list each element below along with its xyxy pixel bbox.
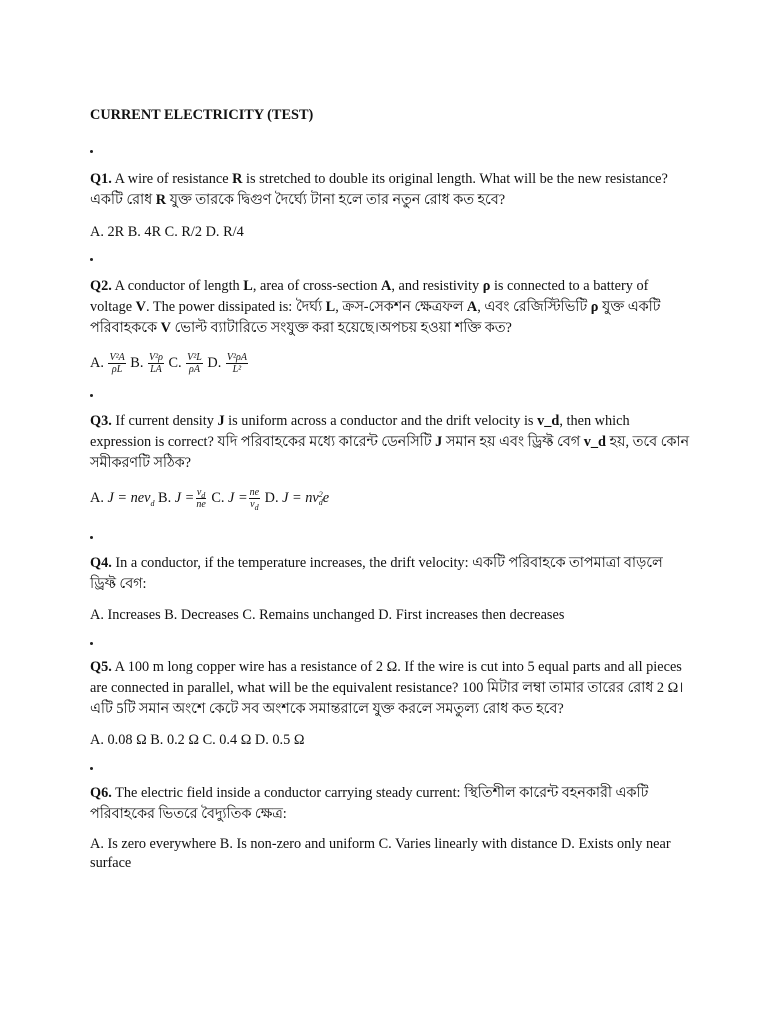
symbol-r: R <box>232 171 243 187</box>
fraction-denominator: LA <box>150 364 162 376</box>
symbol-a: A <box>381 278 392 294</box>
question-3-text: সমান হয় এবং ড্রিফ্ট বেগ <box>442 434 584 450</box>
option-c-formula: J = <box>228 490 248 506</box>
option-d-label: D. <box>261 490 283 506</box>
question-2-label: Q2. <box>90 278 112 294</box>
question-2-text: , এবং রেজিস্টিভিটি <box>477 299 591 315</box>
fraction-numerator: V²ρ <box>148 352 163 364</box>
test-document <box>90 105 690 873</box>
symbol-r: R <box>155 192 167 208</box>
fraction-numerator: ne <box>249 487 260 499</box>
option-b-fraction <box>195 487 206 510</box>
question-2-text: , area of cross-section <box>252 278 382 294</box>
question-6 <box>90 783 690 825</box>
fraction-denominator <box>249 499 259 513</box>
question-2-text: A conductor of length <box>111 278 244 294</box>
bullet-dot <box>90 639 690 649</box>
question-2-text: , ক্রস-সেকশন ক্ষেত্রফল <box>335 299 467 315</box>
fraction-denominator: ρA <box>189 364 200 376</box>
symbol-l: L <box>325 299 336 315</box>
question-3-text: is uniform across a conductor and the drift velocity is <box>224 413 538 429</box>
bullet-dot <box>90 764 690 774</box>
option-b-label: B. <box>154 490 175 506</box>
symbol-v: V <box>135 299 146 315</box>
option-a-label: A. <box>90 355 104 371</box>
fraction-denominator: ne <box>196 499 206 511</box>
subscript: d <box>150 498 155 508</box>
question-5 <box>90 657 690 720</box>
symbol-vd: v_d <box>537 413 560 429</box>
question-1 <box>90 169 690 211</box>
fraction-denominator: ρL <box>111 364 123 376</box>
symbol-j: J <box>217 413 225 429</box>
question-2-text: , and resistivity <box>391 278 483 294</box>
question-6-label: Q6. <box>90 785 112 801</box>
option-d-label: D. <box>207 355 222 371</box>
fraction-denominator: L² <box>232 364 242 376</box>
superscript: 2 <box>318 489 323 499</box>
question-2 <box>90 276 690 339</box>
formula-tail: e <box>322 490 330 506</box>
option-c-label: C. <box>168 355 182 371</box>
question-1-label: Q1. <box>90 171 112 187</box>
numerator-text: v <box>196 487 202 499</box>
question-4-text: In a conductor, if the temperature increases, the drift velocity: একটি পরিবাহকে তাপমাত্রা বাড়লে ড্রিফ্ট বেগ: <box>90 555 663 592</box>
question-2-text: যুক্ত একটি পরিবাহককে <box>90 299 661 336</box>
symbol-vd: v_d <box>583 434 606 450</box>
question-5-text: A 100 m long copper wire has a resistance of 2 Ω. If the wire is cut into 5 equal parts and all pieces are connected in parallel, what will be the equivalent resistance? 100 মিটার লম্বা তামার তারের রোধ 2 Ω।এটি 5টি সমান অংশে কেটে সব অংশকে সমান্তরালে যুক্ত করলে সমতুল্য রোধ কত হবে? <box>90 659 684 717</box>
question-3-text: হয়, তবে কোন সমীকরণটি সঠিক? <box>90 434 690 471</box>
symbol-v: V <box>160 320 171 336</box>
symbol-rho: ρ <box>482 278 491 294</box>
option-c-label: C. <box>207 490 229 506</box>
question-2-text: ভোল্ট ব্যাটারিতে সংযুক্ত করা হয়েছে।অপচয় হওয়া শক্তি কত? <box>170 320 512 336</box>
question-1-text: যুক্ত তারকে দ্বিগুণ দৈর্ঘ্যে টানা হলে তার নতুন রোধ কত হবে? <box>166 192 506 208</box>
symbol-a: A <box>466 299 478 315</box>
question-4 <box>90 553 690 595</box>
question-5-label: Q5. <box>90 659 112 675</box>
question-4-label: Q4. <box>90 555 112 571</box>
subscript: d <box>318 497 323 507</box>
option-c-formula <box>186 352 203 375</box>
question-5-options: A. 0.08 Ω B. 0.2 Ω C. 0.4 Ω D. 0.5 Ω <box>90 732 305 748</box>
question-3-text: If current density <box>111 413 218 429</box>
option-d-formula <box>226 352 248 375</box>
option-b-formula: J = <box>174 490 195 506</box>
option-c-fraction <box>249 487 260 513</box>
question-2-text: . The power dissipated is: দৈর্ঘ্য <box>145 299 326 315</box>
question-3 <box>90 411 690 474</box>
subscript: d <box>201 491 206 501</box>
question-6-options: A. Is zero everywhere B. Is non-zero and uniform C. Varies linearly with distance D. Exists only near surface <box>90 836 671 871</box>
question-3-options <box>90 483 690 513</box>
option-a-formula <box>108 352 125 375</box>
question-3-label: Q3. <box>90 413 112 429</box>
question-1-options: A. 2R B. 4R C. R/2 D. R/4 <box>90 224 244 240</box>
fraction-numerator <box>196 487 206 499</box>
fraction-numerator: V²ρA <box>226 352 247 364</box>
question-2-text: is connected to a battery of voltage <box>90 278 649 315</box>
denominator-text: v <box>250 499 255 511</box>
option-b-formula <box>148 352 164 375</box>
bullet-dot <box>90 147 690 157</box>
fraction-numerator: V²A <box>109 352 125 364</box>
symbol-j: J <box>435 434 443 450</box>
option-b-label: B. <box>130 355 144 371</box>
question-3-text: , then which expression is correct? যদি পরিবাহকের মধ্যে কারেন্ট ডেনসিটি <box>90 413 630 450</box>
symbol-l: L <box>243 278 253 294</box>
question-6-text: The electric field inside a conductor carrying steady current: স্থিতিশীল কারেন্ট বহনকারী একটি পরিবাহকের ভিতরে বৈদ্যুতিক ক্ষেত্র: <box>90 785 649 822</box>
bullet-dot <box>90 391 690 401</box>
symbol-rho: ρ <box>590 299 599 315</box>
bullet-dot <box>90 533 690 543</box>
document-title: CURRENT ELECTRICITY (TEST) <box>90 107 314 123</box>
question-2-options <box>90 349 690 377</box>
subscript: d <box>254 503 259 513</box>
fraction-numerator: V²L <box>187 352 202 364</box>
question-4-options: A. Increases B. Decreases C. Remains unchanged D. First increases then decreases <box>90 607 565 623</box>
question-1-text: A wire of resistance <box>111 171 233 187</box>
question-1-text: is stretched to double its original length. What will be the new resistance? একটি রোধ <box>90 171 668 208</box>
option-a-formula: J = nev <box>107 490 151 506</box>
option-d-formula: J = nv <box>282 490 319 506</box>
bullet-dot <box>90 255 690 265</box>
option-a-label: A. <box>90 490 108 506</box>
